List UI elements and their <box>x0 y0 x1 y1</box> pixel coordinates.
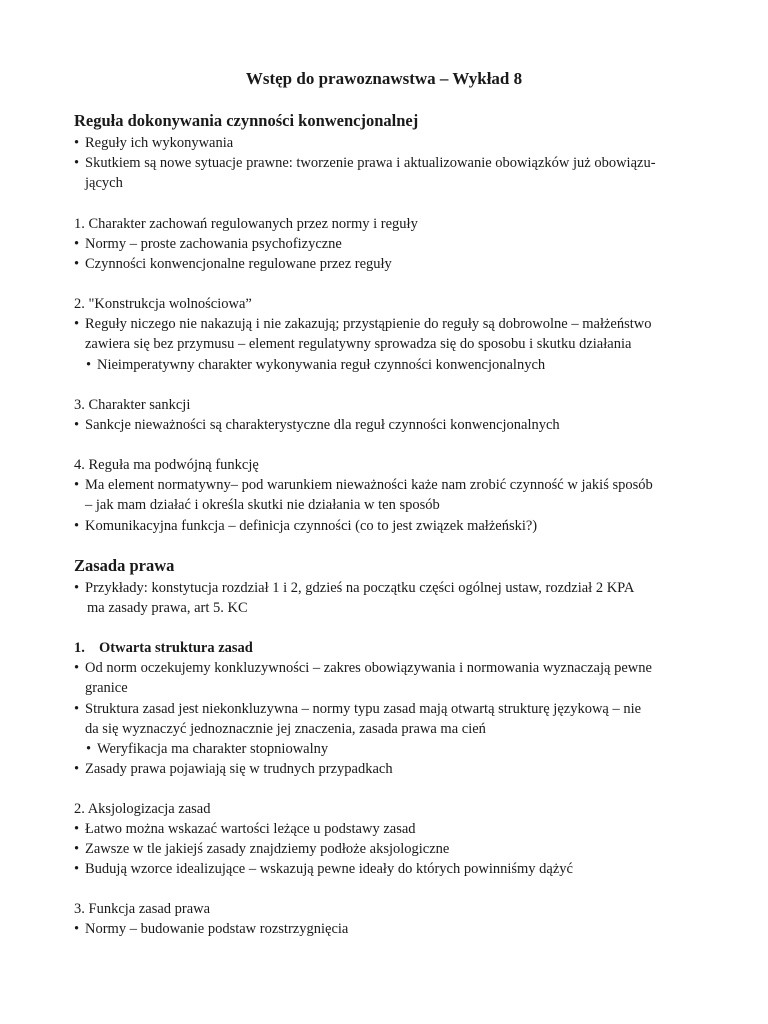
bullet-continuation: da się wyznaczyć jednoznacznie jej znaczenia, zasada prawa ma cień <box>85 721 486 737</box>
bullet-item <box>74 475 653 495</box>
bullet-continuation: jących <box>85 175 123 191</box>
bullet-text: Weryfikacja ma charakter stopniowalny <box>97 741 329 757</box>
numbered-heading-funkcja: 3. Funkcja zasad prawa <box>74 901 211 917</box>
numbered-heading-aksjologizacja: 2. Aksjologizacja zasad <box>74 801 211 817</box>
bullet-item <box>74 759 393 779</box>
numbered-heading-otwarta <box>74 638 253 658</box>
sub-bullet-item <box>86 739 328 759</box>
bullet-marker: • <box>74 580 80 596</box>
bullet-text: Normy – budowanie podstaw rozstrzygnięcia <box>85 921 349 937</box>
bullet-marker: • <box>74 921 80 937</box>
bullet-marker: • <box>74 316 80 332</box>
bullet-item <box>74 839 449 859</box>
heading-text: Otwarta struktura zasad <box>99 640 253 656</box>
bullet-text: Czynności konwencjonalne regulowane przez reguły <box>85 256 392 272</box>
bullet-text: Od norm oczekujemy konkluzywności – zakres obowiązywania i normowania wyznaczają pewne <box>85 660 652 676</box>
numbered-heading-2: 2. "Konstrukcja wolnościowa” <box>74 296 252 312</box>
bullet-marker: • <box>74 660 80 676</box>
bullet-item <box>74 234 342 254</box>
bullet-text: Normy – proste zachowania psychofizyczne <box>85 236 342 252</box>
bullet-item <box>74 516 537 536</box>
bullet-item <box>74 254 392 274</box>
bullet-text: Reguły ich wykonywania <box>85 135 234 151</box>
numbered-heading-3: 3. Charakter sankcji <box>74 397 191 413</box>
bullet-text: Skutkiem są nowe sytuacje prawne: tworzenie prawa i aktualizowanie obowiązków już obowiązu- <box>85 155 656 171</box>
document-title: Wstęp do prawoznawstwa – Wykład 8 <box>245 69 523 88</box>
section-heading-regula: Reguła dokonywania czynności konwencjonalnej <box>74 111 419 130</box>
bullet-item <box>74 819 416 839</box>
bullet-marker: • <box>74 861 80 877</box>
bullet-text: Nieimperatywny charakter wykonywania reguł czynności konwencjonalnych <box>97 357 546 373</box>
bullet-marker: • <box>74 761 80 777</box>
bullet-item <box>74 153 656 173</box>
bullet-text: Ma element normatywny– pod warunkiem nieważności każe nam zrobić czynność w jakiś sposób <box>85 477 653 493</box>
sub-bullet-item <box>86 355 545 375</box>
bullet-continuation: zawiera się bez przymusu – element regulatywny sprowadza się do sposobu i skutku działania <box>85 336 632 352</box>
bullet-marker: • <box>74 477 80 493</box>
bullet-text: Zasady prawa pojawiają się w trudnych przypadkach <box>85 761 393 777</box>
bullet-item <box>74 314 652 334</box>
heading-number: 1. <box>74 640 85 656</box>
bullet-text: Zawsze w tle jakiejś zasady znajdziemy podłoże aksjologiczne <box>85 841 450 857</box>
bullet-marker: • <box>74 236 80 252</box>
bullet-item <box>74 658 652 678</box>
bullet-marker: • <box>74 417 80 433</box>
bullet-item <box>74 699 641 719</box>
bullet-item <box>74 415 560 435</box>
bullet-text: Reguły niczego nie nakazują i nie zakazują; przystąpienie do reguły są dobrowolne – małżeństwo <box>85 316 652 332</box>
bullet-text: Struktura zasad jest niekonkluzywna – normy typu zasad mają otwartą strukturę językową – nie <box>85 701 642 717</box>
section-heading-zasada: Zasada prawa <box>74 556 175 575</box>
bullet-item <box>74 133 233 153</box>
bullet-marker: • <box>74 821 80 837</box>
bullet-marker: • <box>74 518 80 534</box>
bullet-text: Przykłady: konstytucja rozdział 1 i 2, gdzieś na początku części ogólnej ustaw, rozdział 2 KPA <box>85 580 635 596</box>
bullet-text: Łatwo można wskazać wartości leżące u podstawy zasad <box>85 821 416 837</box>
bullet-item <box>74 919 348 939</box>
bullet-marker: • <box>74 256 80 272</box>
bullet-continuation: ma zasady prawa, art 5. KC <box>87 600 248 616</box>
bullet-marker: • <box>74 841 80 857</box>
bullet-marker: • <box>74 701 80 717</box>
bullet-marker: • <box>74 155 80 171</box>
bullet-continuation: – jak mam działać i określa skutki nie działania w ten sposób <box>85 497 440 513</box>
bullet-text: Sankcje nieważności są charakterystyczne dla reguł czynności konwencjonalnych <box>85 417 560 433</box>
bullet-marker: • <box>86 741 92 757</box>
bullet-text: Budują wzorce idealizujące – wskazują pewne ideały do których powinniśmy dążyć <box>85 861 573 877</box>
numbered-heading-4: 4. Reguła ma podwójną funkcję <box>74 457 259 473</box>
bullet-item <box>74 859 573 879</box>
bullet-marker: • <box>74 135 80 151</box>
numbered-heading-1: 1. Charakter zachowań regulowanych przez normy i reguły <box>74 216 418 232</box>
bullet-item <box>74 578 634 598</box>
bullet-marker: • <box>86 357 92 373</box>
bullet-continuation: granice <box>85 680 128 696</box>
bullet-text: Komunikacyjna funkcja – definicja czynności (co to jest związek małżeński?) <box>85 518 538 534</box>
